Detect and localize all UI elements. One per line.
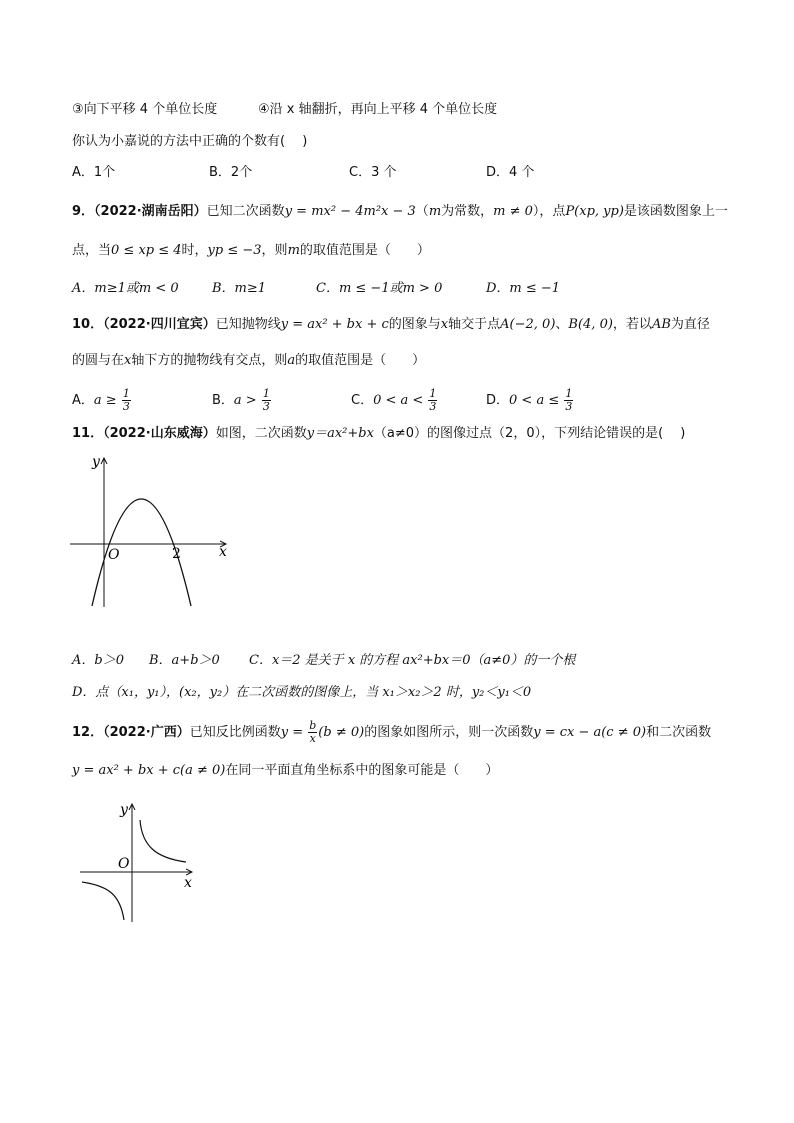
q9-choices	[72, 280, 722, 298]
q10-function: y = ax² + bx + c	[280, 317, 389, 332]
fraction: $\frac{1}{3}$	[262, 387, 270, 413]
hyperbola-branch-1	[140, 820, 186, 862]
q10-var-x: x	[124, 353, 132, 368]
q9-text: ，则	[261, 243, 288, 258]
q9-point: P(xp, yp)	[565, 204, 624, 219]
q12-source: （2022·广西）	[103, 725, 190, 740]
q10-choice-d: D．0 < a ≤ $\frac{1}{3}$	[486, 387, 573, 413]
q9-line-1	[72, 203, 728, 221]
q12-text: 和二次函数	[646, 725, 712, 740]
q10-choice-c: C．0 < a < $\frac{1}{3}$	[351, 387, 437, 413]
origin-label: O	[108, 547, 120, 563]
q12-text: 的图象如图所示，则一次函数	[364, 725, 534, 740]
q12-text: 在同一平面直角坐标系中的图象可能是（ ）	[225, 763, 499, 778]
q9-number: 9．	[72, 204, 95, 219]
q10-choice-b: B．a > $\frac{1}{3}$	[212, 387, 270, 413]
fraction: $\frac{1}{3}$	[429, 387, 437, 413]
q10-number: 10．	[72, 317, 104, 332]
fraction: $\frac{1}{3}$	[122, 387, 130, 413]
origin-label: O	[118, 856, 130, 872]
q10-text: 的取值范围是（ ）	[295, 353, 426, 368]
q10-text: 轴交于点	[448, 317, 501, 332]
q9-text: （	[415, 204, 429, 219]
hyperbola-branch-2	[82, 882, 124, 920]
q12-line-1	[72, 720, 711, 745]
q10-var-a: a	[287, 353, 296, 368]
q9-condition: m ≠ 0	[493, 204, 533, 219]
q11-line-1	[72, 425, 685, 443]
q9-var-m: m	[287, 243, 300, 258]
q9-text: 的取值范围是（ ）	[299, 243, 430, 258]
q9-text: 是该函数图象上一	[623, 204, 728, 219]
q12-linear: y = cx − a(c ≠ 0)	[533, 725, 647, 740]
q12-text: 已知反比例函数	[189, 725, 281, 740]
q10-text: 轴下方的抛物线有交点，则	[131, 353, 288, 368]
x-axis-label: x	[184, 875, 192, 891]
q10-text: 的圆与在	[72, 353, 125, 368]
q12-fraction: $\frac{b}{x}$	[309, 719, 317, 745]
q9-function: y = mx² − 4m²x − 3	[284, 204, 416, 219]
q10-text: 为直径	[670, 317, 710, 332]
q10-source: （2022·四川宜宾）	[103, 317, 216, 332]
q9-choice-c: C．m ≤ −1或m > 0	[316, 281, 443, 296]
q10-point-a: A(−2, 0)	[500, 317, 556, 332]
q9-var-m: m	[428, 204, 442, 219]
q8-option-4: ④沿 x 轴翻折，再向上平移 4 个单位长度	[258, 102, 498, 117]
root-label: 2	[172, 546, 181, 562]
q9-yrange: yp ≤ −3	[207, 243, 262, 258]
q9-line-2	[72, 242, 430, 260]
q12-quadratic: y = ax² + bx + c(a ≠ 0)	[72, 763, 226, 778]
q11-text: （a≠0）的图像过点（2，0），下列结论错误的是( )	[373, 426, 686, 441]
q8-choice-b: B．2个	[209, 165, 253, 180]
q11-number: 11．	[72, 426, 104, 441]
q9-text: 时，	[181, 243, 208, 258]
q9-choice-b: B．m≥1	[212, 281, 267, 296]
q11-source: （2022·山东威海）	[103, 426, 216, 441]
q9-text: 点，当	[72, 243, 112, 258]
q10-text: 已知抛物线	[215, 317, 281, 332]
q12-number: 12．	[72, 725, 104, 740]
q8-option-3: ③向下平移 4 个单位长度	[72, 102, 218, 117]
q8-choice-d: D．4 个	[486, 165, 535, 180]
q11-choice-b: B．a+b＞0	[149, 653, 220, 668]
q11-choice-d: D．点（x₁，y₁），(x₂，y₂）在二次函数的图像上，当 x₁＞x₂＞2 时，y₂＜y₁＜0	[72, 685, 532, 700]
x-axis-label: x	[219, 544, 227, 560]
q10-choice-a: A．a ≥ $\frac{1}{3}$	[72, 387, 130, 413]
q10-text: 、	[555, 317, 569, 332]
q11-choices-abc	[72, 652, 722, 670]
q9-text: ），点	[532, 204, 566, 219]
q11-text: 如图，二次函数	[215, 426, 307, 441]
q9-choice-d: D．m ≤ −1	[486, 281, 561, 296]
q10-line-2	[72, 352, 425, 370]
q8-choice-c: C．3 个	[349, 165, 397, 180]
y-axis-label: y	[120, 802, 128, 818]
q11-parabola-graph	[66, 452, 236, 612]
q11-choice-c: C．x＝2 是关于 x 的方程 ax²+bx＝0（a≠0）的一个根	[249, 653, 576, 668]
q9-text: 已知二次函数	[206, 204, 285, 219]
q8-choices	[72, 164, 722, 182]
q10-line-1	[72, 316, 710, 334]
q9-text: 为常数，	[441, 204, 494, 219]
q12-hyperbola-graph	[74, 798, 204, 928]
q9-range: 0 ≤ xp ≤ 4	[111, 243, 182, 258]
q10-text: ，若以	[612, 317, 652, 332]
q10-var-x: x	[440, 317, 449, 332]
q10-choices	[72, 380, 722, 416]
q12-condition: (b ≠ 0)	[318, 725, 365, 740]
q12-line-2	[72, 762, 498, 780]
q12-fraction-prefix: y =	[280, 725, 308, 740]
q9-source: （2022·湖南岳阳）	[94, 204, 207, 219]
q9-choice-a: A．m≥1或m < 0	[72, 281, 179, 296]
q10-text: 的图象与	[388, 317, 441, 332]
q11-choice-a: A．b＞0	[72, 653, 124, 668]
q10-point-b: B(4, 0)	[568, 317, 613, 332]
fraction: $\frac{1}{3}$	[565, 387, 573, 413]
q8-choice-a: A．1个	[72, 165, 116, 180]
q8-question: 你认为小嘉说的方法中正确的个数有( )	[72, 134, 308, 149]
y-axis-label: y	[92, 454, 100, 470]
q10-segment-ab: AB	[651, 317, 671, 332]
q11-function: y＝ax²+bx	[306, 426, 374, 441]
